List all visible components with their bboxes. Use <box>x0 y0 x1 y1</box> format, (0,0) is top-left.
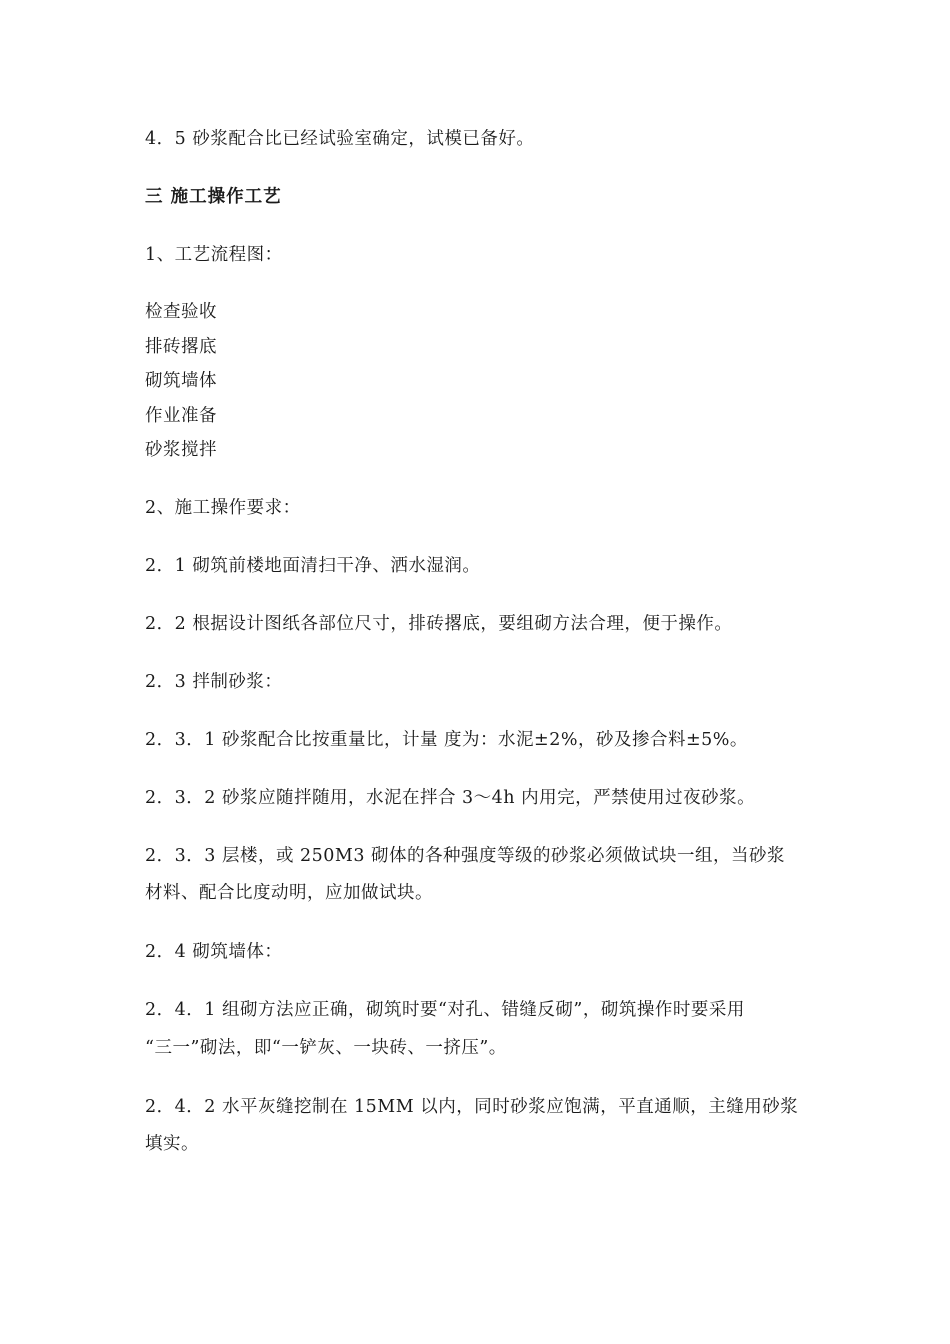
paragraph-2-3: 2．3 拌制砂浆： <box>145 672 283 692</box>
paragraph-2-3-3-line2: 材料、配合比度动明，应加做试块。 <box>145 883 433 903</box>
flow-step: 排砖撂底 <box>145 337 217 357</box>
paragraph-2-1: 2．1 砌筑前楼地面清扫干净、洒水湿润。 <box>145 556 481 576</box>
paragraph-4-5: 4．5 砂浆配合比已经试验室确定，试模已备好。 <box>145 129 535 149</box>
paragraph-2-4-1-line2: “三一”砌法，即“一铲灰、一块砖、一挤压”。 <box>145 1038 507 1058</box>
flow-step: 检查验收 <box>145 302 217 322</box>
paragraph-2-3-3-line1: 2．3．3 层楼，或 250M3 砌体的各种强度等级的砂浆必须做试块一组，当砂浆 <box>145 846 786 866</box>
paragraph-2-3-2: 2．3．2 砂浆应随拌随用，水泥在拌合 3～4h 内用完，严禁使用过夜砂浆。 <box>145 788 756 808</box>
paragraph-2-3-1: 2．3．1 砂浆配合比按重量比，计量 度为：水泥±2%，砂及掺合料±5%。 <box>145 730 748 750</box>
paragraph-2-4-1-line1: 2．4．1 组砌方法应正确，砌筑时要“对孔、错缝反砌”，砌筑操作时要采用 <box>145 1000 745 1020</box>
flow-step: 砌筑墙体 <box>145 371 217 391</box>
flow-step: 砂浆搅拌 <box>145 440 217 460</box>
paragraph-2-4-2-line1: 2．4．2 水平灰缝挖制在 15MM 以内，同时砂浆应饱满，平直通顺，主缝用砂浆 <box>145 1097 799 1117</box>
paragraph-2-4: 2．4 砌筑墙体： <box>145 942 283 962</box>
paragraph-2-2: 2．2 根据设计图纸各部位尺寸，排砖撂底，要组砌方法合理，便于操作。 <box>145 614 733 634</box>
item-2-title: 2、施工操作要求： <box>145 498 301 518</box>
item-1-title: 1、工艺流程图： <box>145 245 283 265</box>
section-3-heading: 三 施工操作工艺 <box>145 187 282 207</box>
paragraph-2-4-2-line2: 填实。 <box>145 1134 199 1154</box>
flow-step: 作业准备 <box>145 406 217 426</box>
